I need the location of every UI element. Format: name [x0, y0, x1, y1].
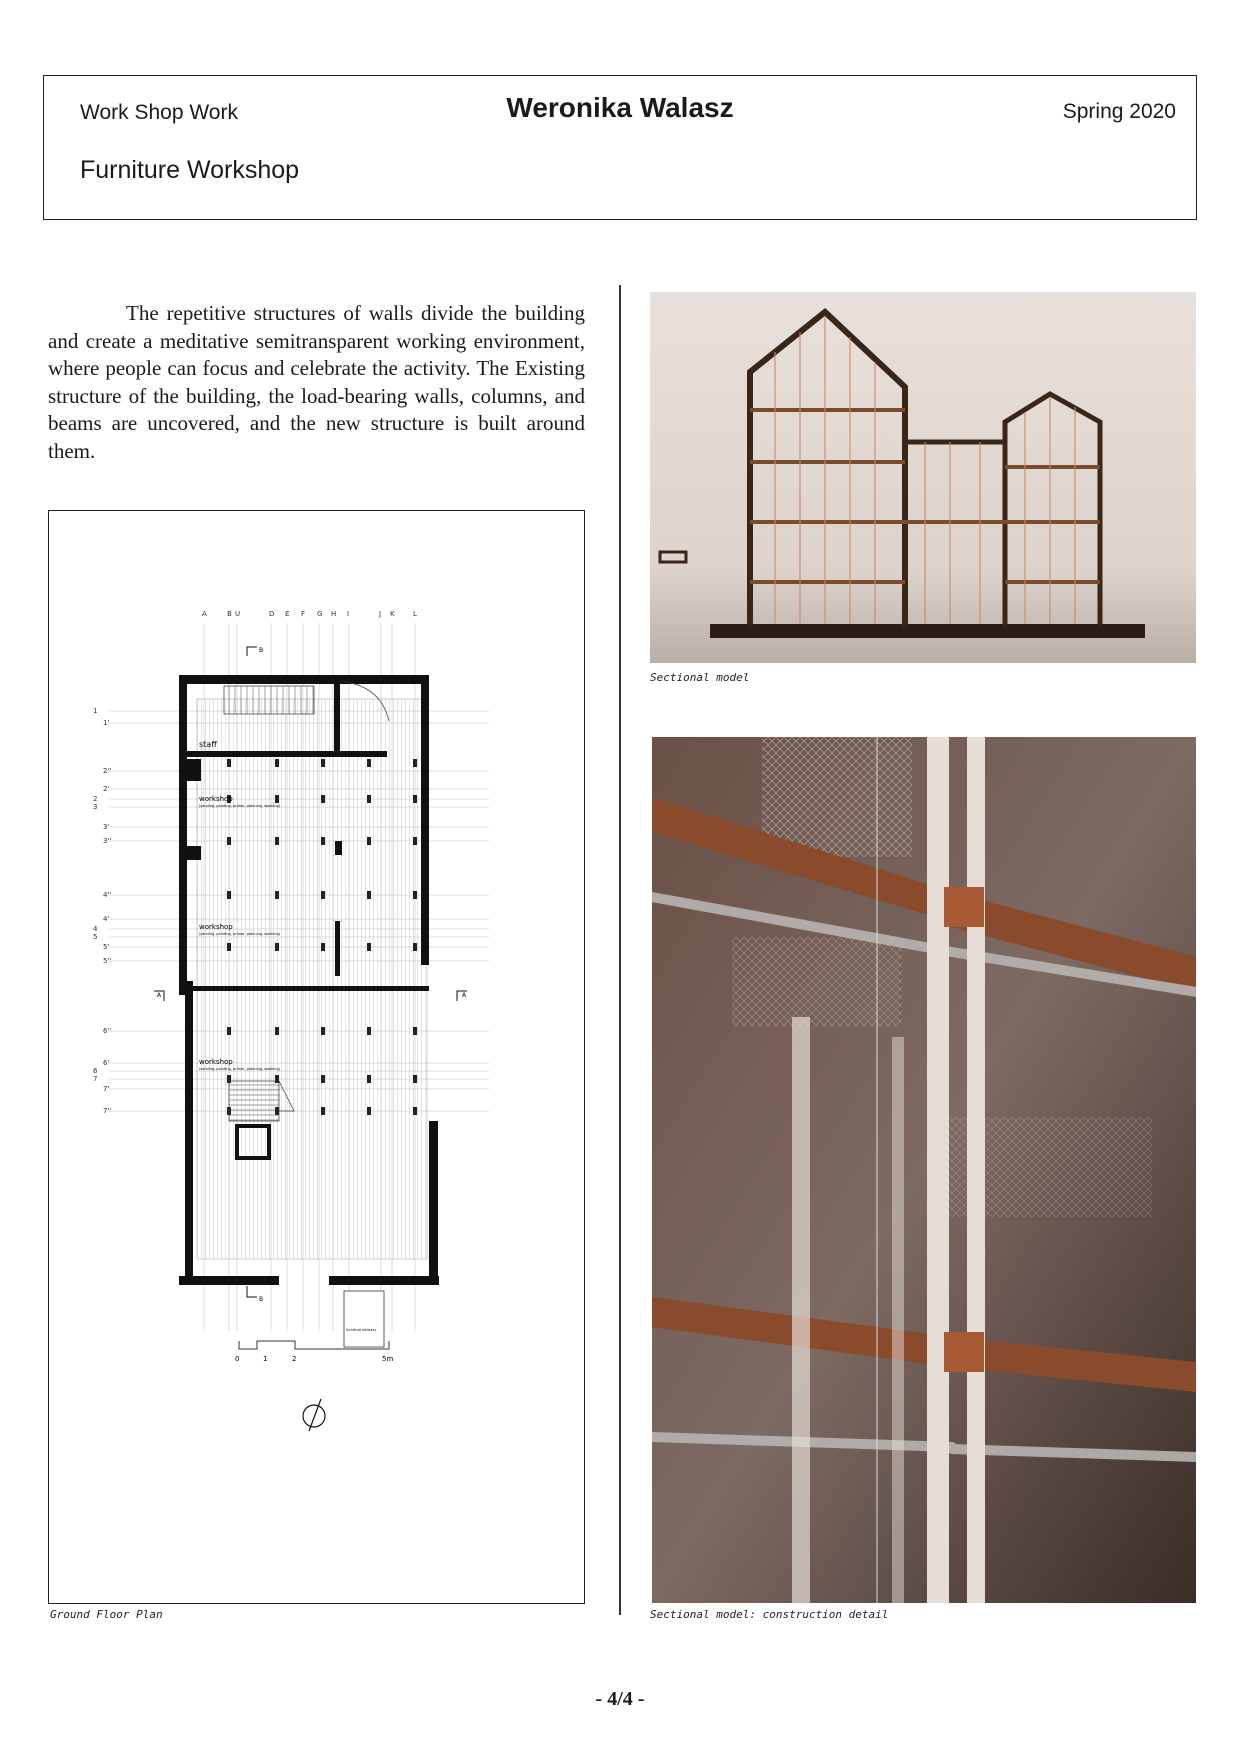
grid-row-label: 7': [103, 1085, 110, 1093]
term-label: Spring 2020: [1062, 100, 1176, 123]
grid-column-label: F: [301, 610, 306, 618]
structural-column: [413, 943, 417, 951]
grid-row-label: 6: [93, 1067, 98, 1075]
structural-column: [413, 759, 417, 767]
structural-column: [413, 837, 417, 845]
author-name: Weronika Walasz: [506, 92, 734, 123]
room-label-workshop-3: workshop: [199, 1058, 233, 1066]
section-mark-b-top: B: [259, 647, 264, 654]
plan-caption: Ground Floor Plan: [50, 1608, 163, 1621]
structural-column: [275, 759, 279, 767]
grid-row-label: 1': [103, 719, 110, 727]
structural-column: [413, 1075, 417, 1083]
scale-label-1: 1: [263, 1355, 268, 1363]
construction-detail-caption: Sectional model: construction detail: [650, 1608, 889, 1621]
room-note-2: (sanding, painting, primer, planning, washing): [199, 932, 281, 936]
column-divider: [619, 285, 621, 1615]
structural-column: [413, 891, 417, 899]
structural-column: [321, 1027, 325, 1035]
grid-row-label: 4': [103, 915, 110, 923]
structural-column: [227, 759, 231, 767]
structural-column: [321, 891, 325, 899]
section-mark-b-bottom: B: [259, 1296, 264, 1303]
grid-column-label: G: [317, 610, 323, 618]
grid-row-label: 5: [93, 933, 98, 941]
section-mark-a-left: A: [157, 992, 162, 999]
structural-column: [321, 1107, 325, 1115]
grid-row-label: 3'': [103, 837, 112, 845]
grid-row-label: 5'': [103, 957, 112, 965]
structural-column: [321, 1075, 325, 1083]
scale-label-0: 0: [235, 1355, 240, 1363]
floor-plan-drawing: [49, 511, 585, 1604]
grid-row-label: 6': [103, 1059, 110, 1067]
room-label-workshop-1: workshop: [199, 795, 233, 803]
structural-column: [367, 1027, 371, 1035]
grid-column-label: J: [379, 610, 382, 618]
structural-column: [227, 891, 231, 899]
structural-column: [367, 837, 371, 845]
structural-column: [413, 1027, 417, 1035]
page-number: - 4/4 -: [595, 1688, 645, 1710]
construction-detail-photo: [652, 737, 1196, 1603]
grid-column-label: L: [413, 610, 417, 618]
structural-column: [275, 891, 279, 899]
sectional-model-caption: Sectional model: [650, 671, 750, 684]
grid-row-label: 6'': [103, 1027, 112, 1035]
description-paragraph: The repetitive structures of walls divide the building and create a meditative semitransparent working environment, where people can focus and celebrate the activity. The Existing structure of the building, the load-bearing walls, columns, and beams are uncovered, and the new structure is built around them.: [48, 301, 585, 463]
section-mark-a-right: A: [462, 992, 467, 999]
grid-row-label: 2: [93, 795, 98, 803]
grid-row-label: 5': [103, 943, 110, 951]
grid-row-label: 7'': [103, 1107, 112, 1115]
grid-column-label: D: [269, 610, 275, 618]
structural-column: [367, 759, 371, 767]
structural-column: [275, 1107, 279, 1115]
grid-column-label: B: [227, 610, 232, 618]
grid-row-label: 3: [93, 803, 98, 811]
structural-column: [321, 759, 325, 767]
structural-column: [275, 1027, 279, 1035]
scale-label-5: 5m: [382, 1355, 394, 1363]
grid-row-label: 1: [93, 707, 98, 715]
structural-column: [367, 891, 371, 899]
grid-row-label: 4'': [103, 891, 112, 899]
grid-column-label: A: [202, 610, 207, 618]
grid-column-label: I: [347, 610, 350, 618]
grid-row-label: 2'': [103, 767, 112, 775]
structural-column: [367, 943, 371, 951]
room-label-staff: staff: [199, 740, 217, 749]
grid-row-label: 2': [103, 785, 110, 793]
grid-row-label: 4: [93, 925, 98, 933]
sectional-model-photo: [650, 292, 1196, 663]
header-box: [43, 75, 1197, 220]
grid-column-label: K: [390, 610, 395, 618]
room-label-workshop-2: workshop: [199, 923, 233, 931]
scale-label-2: 2: [292, 1355, 297, 1363]
grid-row-label: 7: [93, 1075, 98, 1083]
structural-column: [321, 795, 325, 803]
course-title: Work Shop Work: [80, 101, 238, 124]
structural-column: [321, 837, 325, 845]
structural-column: [367, 1075, 371, 1083]
structural-column: [227, 837, 231, 845]
sectional-model-image: [650, 292, 1196, 663]
delivery-label: furniture delivery: [346, 1328, 377, 1332]
room-note-3: (sanding, painting, primer, planning, washing): [199, 1067, 281, 1071]
description-text: [48, 300, 585, 465]
grid-column-label: E: [285, 610, 290, 618]
structural-column: [413, 795, 417, 803]
structural-column: [275, 837, 279, 845]
construction-detail-image: [652, 737, 1196, 1603]
structural-column: [227, 943, 231, 951]
structural-column: [275, 1075, 279, 1083]
grid-row-label: 3': [103, 823, 110, 831]
structural-column: [275, 795, 279, 803]
grid-column-label: H: [331, 610, 337, 618]
project-title: Furniture Workshop: [80, 156, 300, 184]
north-arrow-icon: [303, 1399, 325, 1431]
structural-column: [367, 1107, 371, 1115]
structural-column: [321, 943, 325, 951]
structural-column: [227, 1027, 231, 1035]
grid-column-label: U: [235, 610, 241, 618]
room-note-1: (sanding, painting, primer, planning, washing): [199, 804, 281, 808]
structural-column: [413, 1107, 417, 1115]
structural-column: [367, 795, 371, 803]
floor-hatch: [197, 699, 427, 1259]
structural-column: [275, 943, 279, 951]
ground-floor-plan: [48, 510, 585, 1604]
